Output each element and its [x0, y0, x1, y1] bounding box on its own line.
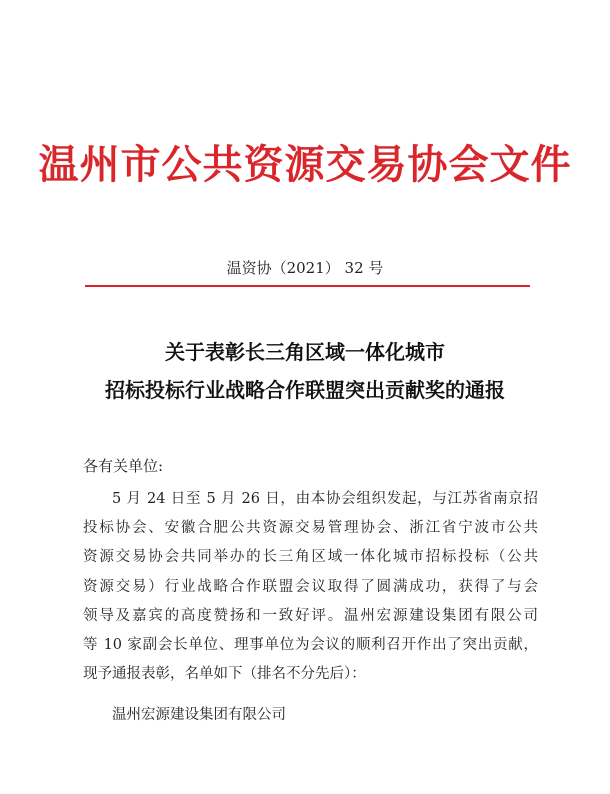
body-line: 领导及嘉宾的高度赞扬和一致好评。温州宏源建设集团有限公司 — [83, 607, 538, 624]
document-masthead: 温州市公共资源交易协会文件 — [38, 141, 572, 188]
body-line: 资源交易）行业战略合作联盟会议取得了圆满成功，获得了与会 — [83, 578, 538, 595]
body-line: 5 月 24 日至 5 月 26 日，由本协会组织发起，与江苏省南京招 — [112, 491, 538, 507]
awarded-company: 温州宏源建设集团有限公司 — [112, 707, 286, 723]
title-line-2: 招标投标行业战略合作联盟突出贡献奖的通报 — [105, 378, 505, 402]
title-line-1: 关于表彰长三角区域一体化城市 — [165, 340, 445, 364]
document-title — [0, 333, 610, 409]
body-line: 资源交易协会共同举办的长三角区域一体化城市招标投标（公共 — [83, 549, 538, 566]
document-number: 温资协（2021） 32 号 — [226, 259, 384, 277]
red-divider-line — [85, 285, 530, 287]
document-body — [83, 485, 538, 689]
body-line: 投标协会、安徽合肥公共资源交易管理协会、浙江省宁波市公共 — [83, 520, 538, 537]
body-line: 现予通报表彰，名单如下（排名不分先后）： — [83, 666, 366, 683]
salutation: 各有关单位: — [83, 457, 164, 475]
body-line: 等 10 家副会长单位、理事单位为会议的顺利召开作出了突出贡献， — [83, 636, 538, 653]
